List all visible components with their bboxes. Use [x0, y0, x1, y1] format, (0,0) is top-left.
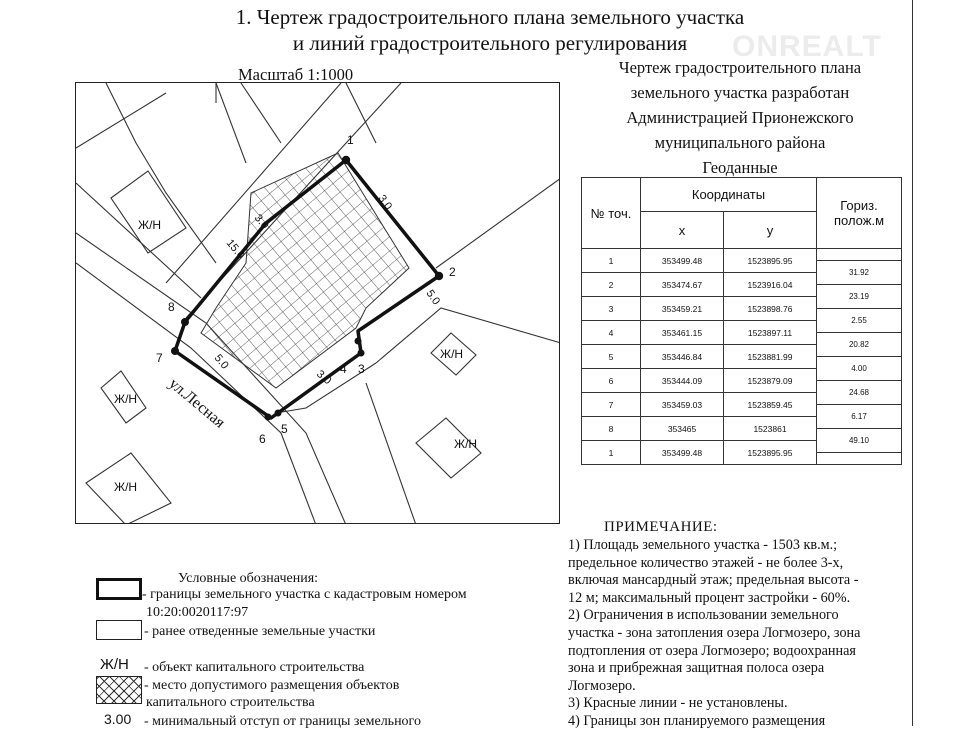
- legend-item-setback: - минимальный отступ от границы земельного: [144, 714, 421, 729]
- legend-item-building: - объект капитального строительства: [144, 660, 365, 675]
- plan-svg: [76, 83, 560, 524]
- col-point-header: № точ.: [582, 178, 641, 249]
- cell-distance: 49.10: [817, 428, 901, 453]
- title-line-2: и линий градостроительного регулирования: [292, 31, 688, 55]
- title-line-1: 1. Чертеж градостроительного плана земельного участка: [235, 5, 745, 29]
- point-label-1: 1: [347, 133, 354, 147]
- info-line-1: Чертеж градостроительного плана: [618, 58, 862, 77]
- cell-x: 353499.48: [641, 249, 724, 273]
- vertex-4: [355, 338, 362, 345]
- coordinates-table: [581, 177, 902, 465]
- watermark: ONREALT: [732, 30, 882, 63]
- note-line: зона и прибрежная защитная полоса озера: [568, 660, 825, 677]
- cell-point: 7: [582, 393, 641, 417]
- building-label: Ж/Н: [114, 480, 138, 494]
- cell-x: 353444.09: [641, 369, 724, 393]
- cell-x: 353474.67: [641, 273, 724, 297]
- note-line: 4) Границы зон планируемого размещения: [568, 712, 826, 729]
- vertex-5: [275, 410, 282, 417]
- setback-label: 3.0: [251, 212, 271, 232]
- building-label: Ж/Н: [454, 437, 478, 451]
- cell-y: 1523916.04: [724, 273, 817, 297]
- setback-label: 15.0: [223, 237, 247, 262]
- parcel-line: [76, 93, 166, 148]
- cell-y: 1523859.45: [724, 393, 817, 417]
- cell-distance: 31.92: [817, 260, 901, 284]
- cell-y: 1523881.99: [724, 345, 817, 369]
- plan-drawing: [75, 82, 560, 524]
- table-row: [582, 249, 902, 273]
- legend-swatch-allowed-area: [96, 676, 142, 704]
- cell-point: 2: [582, 273, 641, 297]
- cell-point: 1: [582, 249, 641, 273]
- cell-point: 4: [582, 321, 641, 345]
- col-x-header: x: [641, 212, 724, 249]
- point-label-4: 4: [340, 362, 347, 376]
- parcel-line: [376, 308, 560, 363]
- info-line-4: муниципального района: [654, 133, 826, 152]
- page-border-right: [912, 0, 913, 726]
- point-label-6: 6: [259, 432, 266, 446]
- parcel-line: [106, 83, 216, 263]
- building-outline: [111, 171, 186, 253]
- geodata-title: Геоданные: [702, 158, 778, 177]
- legend-item-parcel-boundary: - границы земельного участка с кадастровым номером: [142, 587, 467, 602]
- note-line: 3) Красные линии - не установлены.: [568, 695, 788, 712]
- cell-y: 1523897.11: [724, 321, 817, 345]
- parcel-line: [216, 83, 246, 163]
- building-label: Ж/Н: [440, 347, 464, 361]
- col-distance-header: [817, 178, 902, 249]
- legend-swatch-allotted-parcels: [96, 620, 142, 640]
- cell-point: 8: [582, 417, 641, 441]
- note-line: предельное количество этажей - не более 3-х,: [568, 554, 844, 571]
- note-line: 1) Площадь земельного участка - 1503 кв.м.;: [568, 537, 838, 553]
- legend-swatch-parcel-boundary: [96, 578, 142, 600]
- scale-label: Масштаб 1:1000: [238, 65, 354, 84]
- info-line-3: Администрацией Прионежского: [626, 108, 854, 127]
- street-name: ул.Лесная: [165, 375, 229, 432]
- point-label-3: 3: [358, 362, 365, 376]
- notes-body: [568, 537, 860, 731]
- legend-item-allotted-parcels: - ранее отведенные земельные участки: [144, 624, 376, 639]
- cell-distance: 23.19: [817, 284, 901, 308]
- info-line-2: земельного участка разработан: [630, 83, 850, 102]
- setback-label: 5.0: [423, 287, 443, 308]
- cell-y: 1523895.95: [724, 249, 817, 273]
- cell-x: 353461.15: [641, 321, 724, 345]
- cell-x: 353465: [641, 417, 724, 441]
- note-line: участка - зона затопления озера Логмозеро, зона: [568, 624, 861, 641]
- cell-point: 1: [582, 441, 641, 465]
- setback-label: 3.0: [314, 368, 334, 388]
- vertex-6: [265, 414, 272, 421]
- parcel-line: [241, 83, 281, 143]
- cell-y: 1523898.76: [724, 297, 817, 321]
- legend-symbol-setback: 3.00: [104, 711, 132, 727]
- legend-title: Условные обозначения:: [178, 571, 319, 586]
- note-line: подтопления от озера Логмозеро; водоохранная: [568, 642, 856, 659]
- vertex-1: [342, 156, 350, 164]
- vertex-7: [171, 347, 179, 355]
- cell-x: 353446.84: [641, 345, 724, 369]
- building-label: Ж/Н: [114, 392, 138, 406]
- notes-title: ПРИМЕЧАНИЕ:: [604, 519, 718, 535]
- note-line: 12 м; максимальный процент застройки - 60%.: [568, 589, 851, 606]
- cell-distance: 20.82: [817, 332, 901, 356]
- cell-distance: 6.17: [817, 404, 901, 428]
- cell-y: 1523895.95: [724, 441, 817, 465]
- building-label: Ж/Н: [138, 218, 162, 232]
- legend-item-allowed-area-line2: капитального строительства: [146, 695, 315, 710]
- cell-x: 353459.03: [641, 393, 724, 417]
- note-line: Логмозеро.: [568, 677, 636, 694]
- point-label-2: 2: [449, 265, 456, 279]
- col-y-header: y: [724, 212, 817, 249]
- parcel-line: [76, 183, 201, 298]
- cell-y: 1523861: [724, 417, 817, 441]
- cell-distance: 24.68: [817, 380, 901, 404]
- cell-point: 3: [582, 297, 641, 321]
- note-line: включая мансардный этаж; предельная высота -: [568, 572, 859, 589]
- point-label-8: 8: [168, 300, 175, 314]
- point-label-5: 5: [281, 422, 288, 436]
- note-line: 2) Ограничения в использовании земельного: [568, 607, 839, 624]
- setback-label: 5.0: [211, 352, 231, 372]
- distance-column: [817, 249, 902, 465]
- legend-item-allowed-area: - место допустимого размещения объектов: [144, 678, 400, 693]
- cell-point: 5: [582, 345, 641, 369]
- cell-distance: 4.00: [817, 356, 901, 380]
- legend-item-cadastral-number: 10:20:0020117:97: [146, 605, 249, 620]
- cell-distance: 2.55: [817, 308, 901, 332]
- col-distance-header-line-1: Гориз.: [840, 198, 878, 213]
- allowed-building-area: [201, 153, 409, 388]
- point-label-7: 7: [156, 351, 163, 365]
- col-distance-header-line-2: полож.м: [833, 213, 885, 228]
- parcel-line: [366, 383, 416, 524]
- cell-point: 6: [582, 369, 641, 393]
- vertex-8: [181, 318, 189, 326]
- cell-y: 1523879.09: [724, 369, 817, 393]
- cell-x: 353459.21: [641, 297, 724, 321]
- legend-symbol-building: Ж/Н: [100, 656, 129, 673]
- parcel-line: [436, 178, 560, 268]
- vertex-3: [358, 350, 365, 357]
- col-coords-header: Координаты: [641, 178, 817, 212]
- setback-label: 3.0: [375, 192, 395, 213]
- vertex-2: [435, 272, 443, 280]
- cell-x: 353499.48: [641, 441, 724, 465]
